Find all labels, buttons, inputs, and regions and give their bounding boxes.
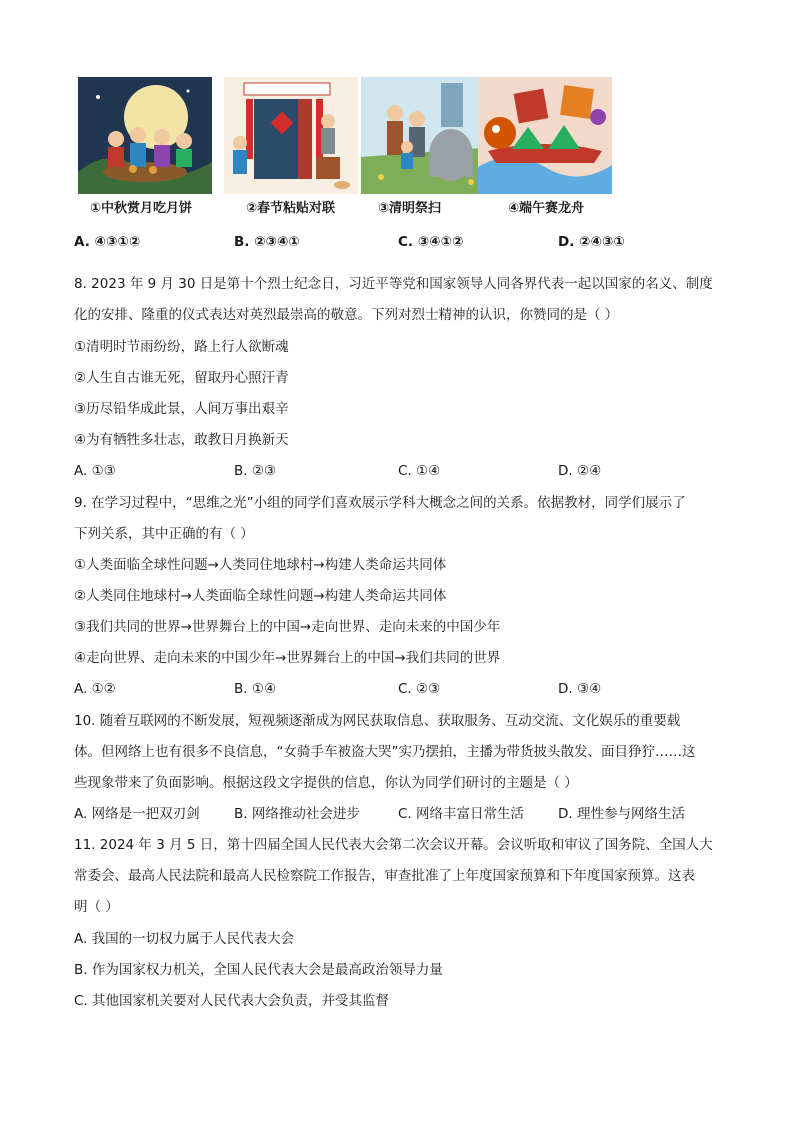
- q8-option-c[interactable]: C. ①④: [398, 463, 441, 479]
- q8-option-b[interactable]: B. ②③: [234, 463, 277, 479]
- q9-stem-line-1: 9. 在学习过程中，“思维之光”小组的同学们喜欢展示学科大概念之间的关系。依据教材，同学们展示了: [74, 495, 686, 511]
- q9-option-c[interactable]: C. ②③: [398, 681, 441, 697]
- q11-option-b[interactable]: B. 作为国家权力机关，全国人民代表大会是最高政治领导力量: [74, 962, 443, 978]
- q10-option-a[interactable]: A. 网络是一把双刃剑: [74, 806, 200, 822]
- q9-item-1: ①人类面临全球性问题→人类同住地球村→构建人类命运共同体: [74, 557, 447, 573]
- q11-stem-line-2: 常委会、最高人民法院和最高人民检察院工作报告，审查批准了上年度国家预算和下年度国家预算。这表: [74, 868, 695, 884]
- q10-stem-line-2: 体。但网络上也有很多不良信息，“女骑手车被盗大哭”实乃摆拍，主播为带货披头散发、面目狰狞……这: [74, 744, 696, 760]
- image-caption-2: ②春节粘贴对联: [246, 201, 336, 216]
- q9-item-3: ③我们共同的世界→世界舞台上的中国→走向世界、走向未来的中国少年: [74, 619, 501, 635]
- q9-item-2: ②人类同住地球村→人类面临全球性问题→构建人类命运共同体: [74, 588, 447, 604]
- q8-item-4: ④为有牺牲多壮志，敢教日月换新天: [74, 432, 289, 448]
- q7-option-d[interactable]: D. ②④③①: [558, 234, 625, 250]
- image-caption-1: ①中秋赏月吃月饼: [90, 201, 193, 216]
- q8-item-2: ②人生自古谁无死，留取丹心照汗青: [74, 370, 289, 386]
- image-caption-4: ④端午赛龙舟: [508, 201, 585, 216]
- q8-option-a[interactable]: A. ①③: [74, 463, 116, 479]
- q8-item-3: ③历尽铅华成此景，人间万事出艰辛: [74, 401, 289, 417]
- image-caption-3: ③清明祭扫: [378, 201, 442, 216]
- q11-option-c[interactable]: C. 其他国家机关要对人民代表大会负责，并受其监督: [74, 993, 390, 1009]
- q9-option-d[interactable]: D. ③④: [558, 681, 602, 697]
- dragon-boat-picture: [478, 77, 612, 194]
- q10-option-b[interactable]: B. 网络推动社会进步: [234, 806, 360, 822]
- q11-stem-line-1: 11. 2024 年 3 月 5 日，第十四届全国人民代表大会第二次会议开幕。会议听取和审议了国务院、全国人大: [74, 837, 713, 853]
- q7-option-c[interactable]: C. ③④①②: [398, 234, 464, 250]
- qingming-picture: [361, 77, 495, 194]
- q9-option-b[interactable]: B. ①④: [234, 681, 277, 697]
- q7-option-b[interactable]: B. ②③④①: [234, 234, 300, 250]
- q9-option-a[interactable]: A. ①②: [74, 681, 116, 697]
- q7-option-a[interactable]: A. ④③①②: [74, 234, 141, 250]
- festival-images: [78, 77, 618, 217]
- q10-option-d[interactable]: D. 理性参与网络生活: [558, 806, 685, 822]
- q8-item-1: ①清明时节雨纷纷，路上行人欲断魂: [74, 339, 289, 355]
- q10-stem-line-1: 10. 随着互联网的不断发展，短视频逐渐成为网民获取信息、获取服务、互动交流、文化娱乐的重要载: [74, 713, 681, 729]
- q8-stem-line-2: 化的安排、隆重的仪式表达对英烈最崇高的敬意。下列对烈士精神的认识，你赞同的是（ ）: [74, 307, 619, 323]
- q11-stem-line-3: 明（ ）: [74, 899, 119, 915]
- q9-stem-line-2: 下列关系，其中正确的有（ ）: [74, 526, 254, 542]
- q10-option-c[interactable]: C. 网络丰富日常生活: [398, 806, 525, 822]
- q11-option-a[interactable]: A. 我国的一切权力属于人民代表大会: [74, 931, 295, 947]
- q9-item-4: ④走向世界、走向未来的中国少年→世界舞台上的中国→我们共同的世界: [74, 650, 501, 666]
- q8-option-d[interactable]: D. ②④: [558, 463, 602, 479]
- mid-autumn-picture: [78, 77, 212, 194]
- spring-festival-picture: [224, 77, 358, 194]
- q10-stem-line-3: 些现象带来了负面影响。根据这段文字提供的信息，你认为同学们研讨的主题是（ ）: [74, 775, 578, 791]
- q8-stem-line-1: 8. 2023 年 9 月 30 日是第十个烈士纪念日，习近平等党和国家领导人同各界代表一起以国家的名义、制度: [74, 276, 713, 292]
